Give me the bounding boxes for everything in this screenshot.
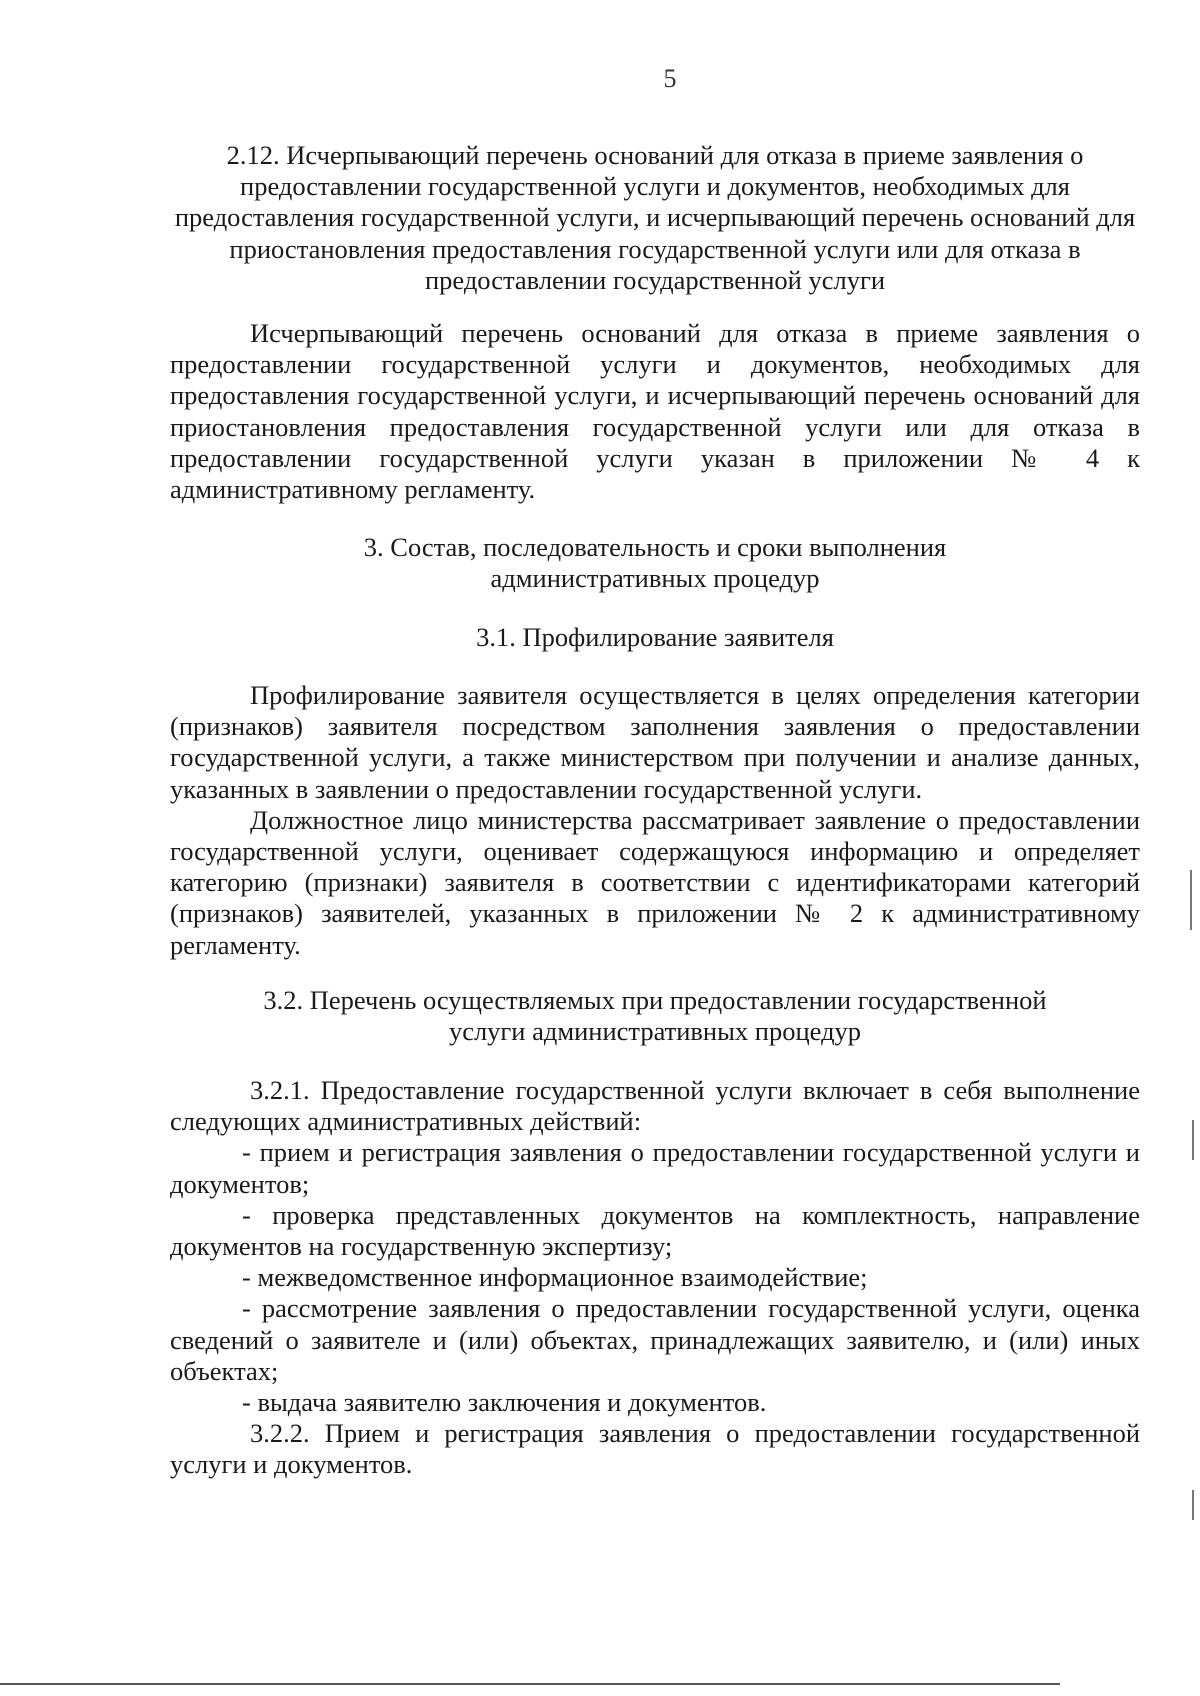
section-3-1-para1: Профилирование заявителя осуществляется в целях определения категории (признаков) заявителя посредством заполнения заявления о предоставлении государственной услуги, а также министерством при получении и анализе данных, указанных в заявлении о предоставлении государственной услуги. [170,680,1140,804]
section-3-2-body [170,1075,1140,1481]
section-3-2-heading-line2: услуги административных процедур [448,1016,862,1047]
list-item: - прием и регистрация заявления о предоставлении государственной услуги и документов; [170,1137,1140,1199]
scan-edge-mark [1192,1120,1194,1160]
section-3-heading-line1: 3. Состав, последовательность и сроки выполнения [363,532,947,562]
para-3-2-1: 3.2.1. Предоставление государственной услуги включает в себя выполнение следующих административных действий: [170,1075,1140,1137]
section-2-12-body [170,318,1140,505]
page-number: 5 [663,64,677,93]
scan-bottom-edge-line [0,1683,1060,1685]
section-3-2-heading [170,985,1140,1047]
list-item: - выдача заявителю заключения и документов. [242,1387,767,1418]
list-item: - рассмотрение заявления о предоставлении государственной услуги, оценка сведений о заявителе и (или) объектах, принадлежащих заявителю, и (или) иных объектах; [170,1293,1140,1386]
section-3-1-para2: Должностное лицо министерства рассматривает заявление о предоставлении государственной услуги, оценивает содержащуюся информацию и определяет категорию (признаки) заявителя в соответствии с идентификаторами категорий (признаков) заявителей, указанных в приложении № 2 к административному регламенту. [170,804,1140,960]
section-3-2-heading-line1: 3.2. Перечень осуществляемых при предоставлении государственной [263,985,1047,1015]
section-3-1-heading-text: 3.1. Профилирование заявителя [476,622,834,652]
section-3-heading-line2: административных процедур [490,563,820,594]
section-2-12-heading [170,140,1140,296]
section-2-12-body-text: Исчерпывающий перечень оснований для отказа в приеме заявления о предоставлении государственной услуги и документов, необходимых для предоставления государственной услуги, и исчерпывающий перечень оснований для приостановления предоставления государственной услуги или для отказа в предоставлении государственной услуги указан в приложении № 4 к административному регламенту. [170,318,1140,505]
section-3-1-body [170,680,1140,961]
para-3-2-2: 3.2.2. Прием и регистрация заявления о предоставлении государственной услуги и документов. [170,1418,1140,1480]
scan-edge-mark [1192,1490,1194,1520]
section-3-heading [170,532,1140,594]
list-item: - проверка представленных документов на комплектность, направление документов на государственную экспертизу; [170,1199,1140,1262]
section-2-12-heading-text: 2.12. Исчерпывающий перечень оснований для отказа в приеме заявления о предоставлении государственной услуги и документов, необходимых для предоставления государственной услуги, и исчерпывающий перечень оснований для приостановления предоставления государственной услуги или для отказа в предоставлении государственной услуги [174,140,1136,295]
section-3-1-heading [170,622,1140,653]
scan-edge-mark [1190,870,1192,930]
list-item: - межведомственное информационное взаимодействие; [242,1262,868,1293]
